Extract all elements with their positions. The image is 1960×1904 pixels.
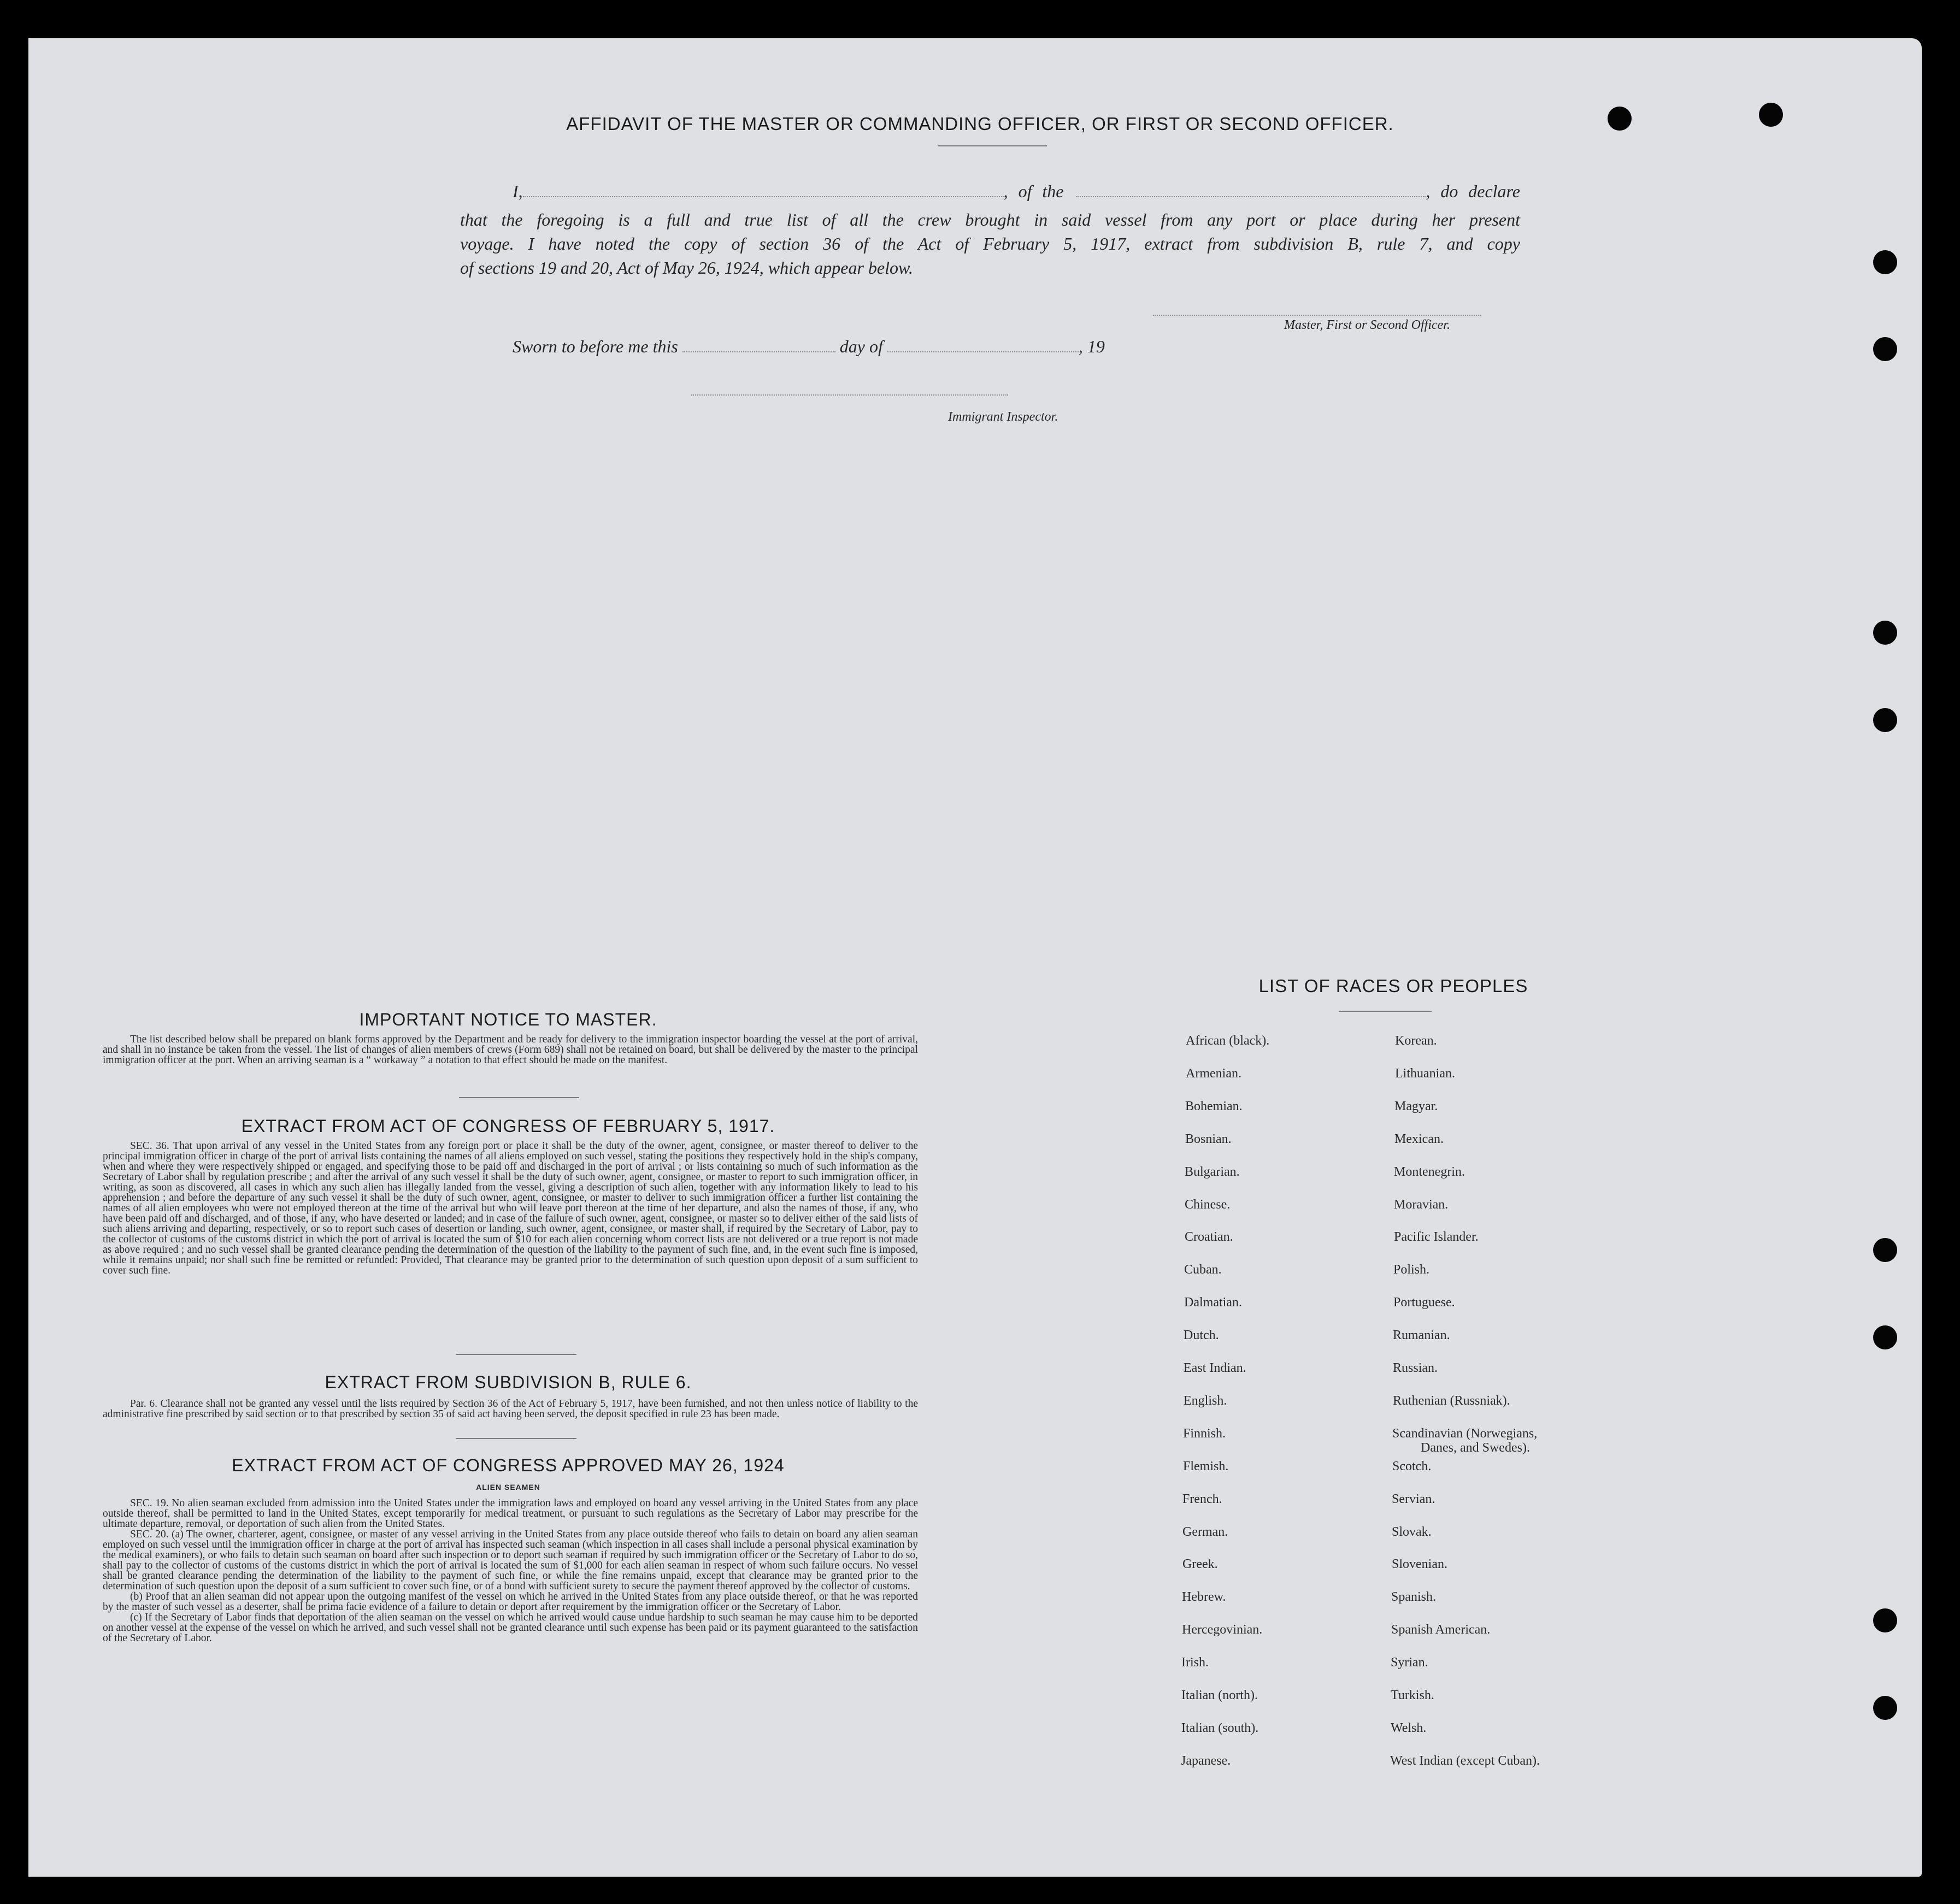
race-item: Pacific Islander.	[1394, 1230, 1479, 1244]
race-item: Bosnian.	[1185, 1132, 1232, 1146]
section-20a-paragraph: SEC. 20. (a) The owner, charterer, agent, consignee, or master of any vessel arriving in the United States from any place outside thereof who fails to detain on board any alien seaman employed on such vessel until the immigration officer in charge at the port of arrival has inspected such seaman (which inspection in all cases shall include a personal physical examination by the medical examiners), or who fails to detain such seaman on board after such inspection or to deport such seaman if required by such immigration officer or the Secretary of Labor to do so, shall pay to the collector of customs of the customs district in which the port of arrival is located the sum of $1,000 for each alien seaman in respect of whom such failure occurs. No vessel shall be granted clearance pending the determination of the liability to the payment of such fine, or while the fine remains unpaid, except that clearance may be granted prior to the determination of such question upon the deposit of a sum sufficient to cover such fine, or of a bond with sufficient surety to secure the payment thereof approved by the collector of customs.	[103, 1529, 918, 1592]
inspector-signature-field[interactable]	[691, 380, 1008, 396]
race-item: Bohemian.	[1185, 1099, 1243, 1113]
race-item: Slovenian.	[1392, 1557, 1447, 1571]
declaration-line: of sections 19 and 20, Act of May 26, 1924, which appear below.	[460, 258, 913, 278]
race-item: Korean.	[1395, 1034, 1437, 1048]
master-signature-field[interactable]	[1153, 300, 1481, 316]
sworn-month-field[interactable]	[887, 337, 1079, 352]
race-item: Hercegovinian.	[1182, 1623, 1263, 1637]
race-item: Italian (south).	[1181, 1721, 1259, 1735]
extract-1924-title: EXTRACT FROM ACT OF CONGRESS APPROVED MAY 26, 1924	[232, 1455, 785, 1475]
divider	[456, 1438, 576, 1439]
extract-rule6-text	[103, 1399, 918, 1419]
race-item: Slovak.	[1392, 1525, 1432, 1539]
race-item: Irish.	[1181, 1655, 1209, 1670]
divider	[459, 1097, 579, 1098]
race-item: Armenian.	[1186, 1066, 1241, 1081]
race-item: Portuguese.	[1393, 1295, 1455, 1310]
sworn-line	[513, 337, 1105, 357]
section-19-paragraph: SEC. 19. No alien seaman excluded from admission into the United States under the immigration laws and employed on board any vessel arriving in the United States from any place outside thereof, shall be permitted to land in the United States, except temporarily for medical treatment, or pursuant to such regulations as the Secretary of Labor may prescribe for the ultimate departure, removal, or deportation of such alien from the United States.	[103, 1498, 918, 1530]
race-item: Turkish.	[1391, 1688, 1434, 1702]
race-item: Flemish.	[1183, 1459, 1229, 1473]
race-item: Syrian.	[1391, 1655, 1428, 1670]
notice-paragraph: The list described below shall be prepared on blank forms approved by the Department and be ready for delivery to the immigration inspector boarding the vessel at the port of arrival, and shall in no instance be taken from the vessel. The list of changes of alien members of crews (Form 689) shall not be retained on board, but shall be delivered by the master to the principal immigration officer at the port. When an arriving seaman is a “ workaway ” a notation to that effect should be made on the manifest.	[103, 1034, 918, 1066]
section-36-paragraph: SEC. 36. That upon arrival of any vessel in the United States from any foreign port or place it shall be the duty of the owner, agent, consignee, or master thereof to deliver to the principal immigration officer in charge of the port of arrival lists containing the names of all aliens employed on such vessel, stating the positions they respectively hold in the ship's company, when and where they were respectively shipped or engaged, and specifying those to be paid off and discharged in the port of arrival ; or lists containing so much of such information as the Secretary of Labor shall by regulation prescribe ; and after the arrival of any such vessel it shall be the duty of such owner, agent, consignee, or master to report to such immigration officer, in writing, as soon as discovered, all cases in which any such alien has illegally landed from the vessel, giving a description of such alien, together with any information likely to lead to his apprehension ; and before the departure of any such vessel it shall be the duty of such owner, agent, consignee, or master to deliver to such immigration officer a further list containing the names of all alien employees who were not employed thereon at the time of the arrival but who will leave port thereon at the time of her departure, and also the names of those, if any, who have been paid off and discharged, and of those, if any, who have deserted or landed; and in case of the failure of such owner, agent, consignee, or master so to deliver either of the said lists of such aliens arriving and departing, respectively, or so to report such cases of desertion or landing, such owner, agent, consignee, or master shall, if required by the Secretary of Labor, pay to the collector of customs of the customs district in which the port of arrival is located the sum of $10 for each alien concerning whom correct lists are not delivered or a true report is not made as above required ; and no such vessel shall be granted clearance pending the determination of the question of the liability to the payment of such fine, and, in the event such fine is imposed, while it remains unpaid; nor shall such fine be remitted or refunded: Provided, That clearance may be granted prior to the determination of such question upon deposit of a sum sufficient to cover such fine.	[103, 1140, 918, 1276]
race-item: Mexican.	[1394, 1132, 1444, 1146]
inspector-label: Immigrant Inspector.	[948, 410, 1058, 424]
notice-text	[103, 1034, 918, 1065]
race-item: Bulgarian.	[1185, 1165, 1240, 1179]
race-item: Finnish.	[1183, 1426, 1226, 1441]
day-of-label: day of	[839, 337, 883, 356]
notice-title: IMPORTANT NOTICE TO MASTER.	[359, 1010, 657, 1029]
race-item: German.	[1182, 1525, 1228, 1539]
master-signature-label: Master, First or Second Officer.	[1284, 318, 1450, 332]
race-item-continuation: Danes, and Swedes).	[1421, 1441, 1530, 1455]
race-item: Greek.	[1182, 1557, 1218, 1571]
extract-rule6-title: EXTRACT FROM SUBDIVISION B, RULE 6.	[325, 1372, 692, 1392]
paragraph-6: Par. 6. Clearance shall not be granted any vessel until the lists required by Section 36 of the Act of February 5, 1917, have been furnished, and not then unless notice of liability to the administrative fine prescribed by said section or to that prescribed by section 35 of said act having been served, the deposit specified in rule 23 has been made.	[103, 1398, 918, 1420]
race-item: Welsh.	[1391, 1721, 1427, 1735]
race-item: East Indian.	[1184, 1361, 1246, 1375]
race-item: Croatian.	[1185, 1230, 1233, 1244]
punch-hole	[1873, 1696, 1897, 1720]
race-item: Scandinavian (Norwegians,	[1392, 1426, 1538, 1441]
declaration-line: that the foregoing is a full and true list of all the crew brought in said vessel from any port or place during her present	[460, 210, 1520, 229]
race-item: West Indian (except Cuban).	[1390, 1754, 1540, 1768]
race-item: Montenegrin.	[1394, 1165, 1465, 1179]
declarant-label: I,	[513, 181, 523, 201]
do-declare-label: , do declare	[1426, 181, 1521, 201]
race-item: Chinese.	[1185, 1198, 1231, 1212]
declarant-name-field[interactable]	[523, 182, 1004, 197]
race-item: Dalmatian.	[1184, 1295, 1242, 1310]
race-item: Ruthenian (Russniak).	[1393, 1394, 1510, 1408]
race-item: Hebrew.	[1182, 1590, 1226, 1604]
punch-hole	[1873, 621, 1897, 645]
of-the-label: , of the	[1003, 181, 1064, 201]
race-item: English.	[1184, 1394, 1227, 1408]
race-item: African (black).	[1186, 1034, 1270, 1048]
race-item: Scotch.	[1392, 1459, 1432, 1473]
section-20b-paragraph: (b) Proof that an alien seaman did not appear upon the outgoing manifest of the vessel on which he arrived in the United States from any place outside thereof, or that he was reported by the master of such vessel as a deserter, shall be prima facie evidence of a failure to detain or deport after requirement by the immigration officer or the Secretary of Labor.	[103, 1591, 918, 1613]
affidavit-title: AFFIDAVIT OF THE MASTER OR COMMANDING OFFICER, OR FIRST OR SECOND OFFICER.	[566, 114, 1394, 134]
sworn-label: Sworn to before me this	[513, 337, 678, 356]
race-item: Polish.	[1393, 1263, 1430, 1277]
punch-hole	[1873, 1238, 1897, 1262]
punch-hole	[1873, 1325, 1897, 1349]
extract-1917-text	[103, 1141, 918, 1276]
race-item: Cuban.	[1184, 1263, 1222, 1277]
declaration-first-line	[460, 179, 1520, 203]
race-item: Spanish.	[1391, 1590, 1437, 1604]
race-item: Japanese.	[1181, 1754, 1231, 1768]
punch-hole	[1873, 708, 1897, 732]
race-item: Spanish American.	[1391, 1623, 1491, 1637]
race-item: French.	[1182, 1492, 1222, 1506]
declaration-line: voyage. I have noted the copy of section 36 of the Act of February 5, 1917, extract from subdivision B, rule 7, and copy	[460, 234, 1520, 254]
race-item: Russian.	[1393, 1361, 1438, 1375]
race-item: Lithuanian.	[1395, 1066, 1455, 1081]
alien-seamen-subtitle: ALIEN SEAMEN	[476, 1483, 540, 1492]
divider	[456, 1354, 576, 1355]
vessel-name-field[interactable]	[1076, 182, 1426, 197]
punch-hole	[1873, 337, 1897, 361]
punch-hole	[1873, 1608, 1897, 1632]
race-item: Moravian.	[1394, 1198, 1449, 1212]
year-prefix: , 19	[1078, 337, 1105, 356]
punch-hole	[1873, 250, 1897, 274]
race-item: Rumanian.	[1393, 1328, 1450, 1342]
extract-1924-text	[103, 1498, 918, 1643]
sworn-day-field[interactable]	[682, 337, 835, 352]
races-title: LIST OF RACES OR PEOPLES	[1258, 976, 1528, 996]
race-item: Italian (north).	[1181, 1688, 1258, 1702]
divider	[938, 145, 1047, 146]
extract-1917-title: EXTRACT FROM ACT OF CONGRESS OF FEBRUARY 5, 1917.	[241, 1116, 775, 1136]
race-item: Servian.	[1392, 1492, 1435, 1506]
section-20c-paragraph: (c) If the Secretary of Labor finds that deportation of the alien seaman on the vessel on which he arrived would cause undue hardship to such seaman he may cause him to be deported on another vessel at the expense of the vessel on which he arrived, and such vessel shall not be granted clearance until such expense has been paid or its payment guaranteed to the satisfaction of the Secretary of Labor.	[103, 1612, 918, 1644]
divider	[1339, 1011, 1432, 1012]
race-item: Dutch.	[1184, 1328, 1219, 1342]
race-item: Magyar.	[1394, 1099, 1438, 1113]
